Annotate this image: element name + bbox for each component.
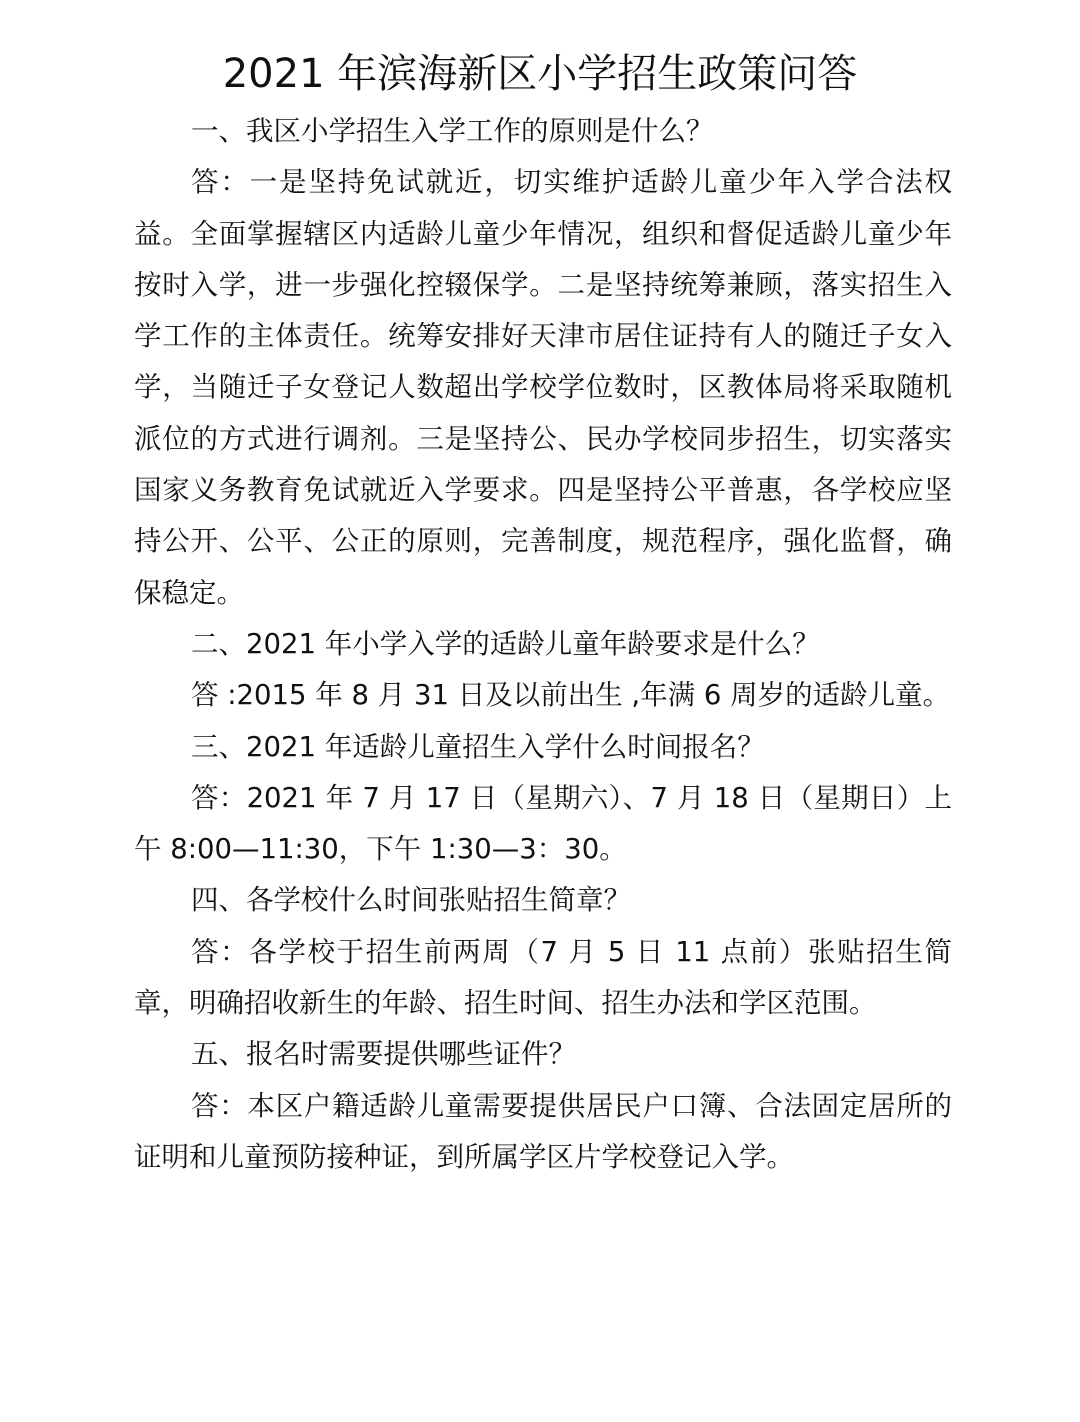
answer-2: 答 :2015 年 8 月 31 日及以前出生 ,年满 6 周岁的适龄儿童。 xyxy=(191,679,951,712)
document-body xyxy=(134,106,952,1183)
question-5: 五、报名时需要提供哪些证件？ xyxy=(191,1038,576,1071)
question-3: 三、2021 年适龄儿童招生入学什么时间报名？ xyxy=(191,730,765,763)
question-1: 一、我区小学招生入学工作的原则是什么？ xyxy=(191,115,714,147)
question-2: 二、2021 年小学入学的适龄儿童年龄要求是什么？ xyxy=(191,627,820,660)
answer-3: 答：2021 年 7 月 17 日（星期六）、7 月 18 日（星期日）上午 8:00—11:30，下午 1:30—3：30。 xyxy=(134,781,952,866)
answer-1: 答：一是坚持免试就近，切实维护适龄儿童少年入学合法权益。全面掌握辖区内适龄儿童少年情况，组织和督促适龄儿童少年按时入学，进一步强化控辍保学。二是坚持统筹兼顾，落实招生入学工作的主体责任。统筹安排好天津市居住证持有人的随迁子女入学，当随迁子女登记人数超出学校学位数时，区教体局将采取随机派位的方式进行调剂。三是坚持公、民办学校同步招生，切实落实国家义务教育免试就近入学要求。四是坚持公平普惠，各学校应坚持公开、公平、公正的原则，完善制度，规范程序，强化监督，确保稳定。 xyxy=(134,166,952,609)
document-title: 2021 年滨海新区小学招生政策问答 xyxy=(222,51,858,97)
answer-5: 答：本区户籍适龄儿童需要提供居民户口簿、合法固定居所的证明和儿童预防接种证，到所属学区片学校登记入学。 xyxy=(134,1089,952,1173)
question-4: 四、各学校什么时间张贴招生简章？ xyxy=(191,884,631,917)
answer-4: 答：各学校于招生前两周（7 月 5 日 11 点前）张贴招生简章，明确招收新生的年龄、招生时间、招生办法和学区范围。 xyxy=(134,935,952,1020)
